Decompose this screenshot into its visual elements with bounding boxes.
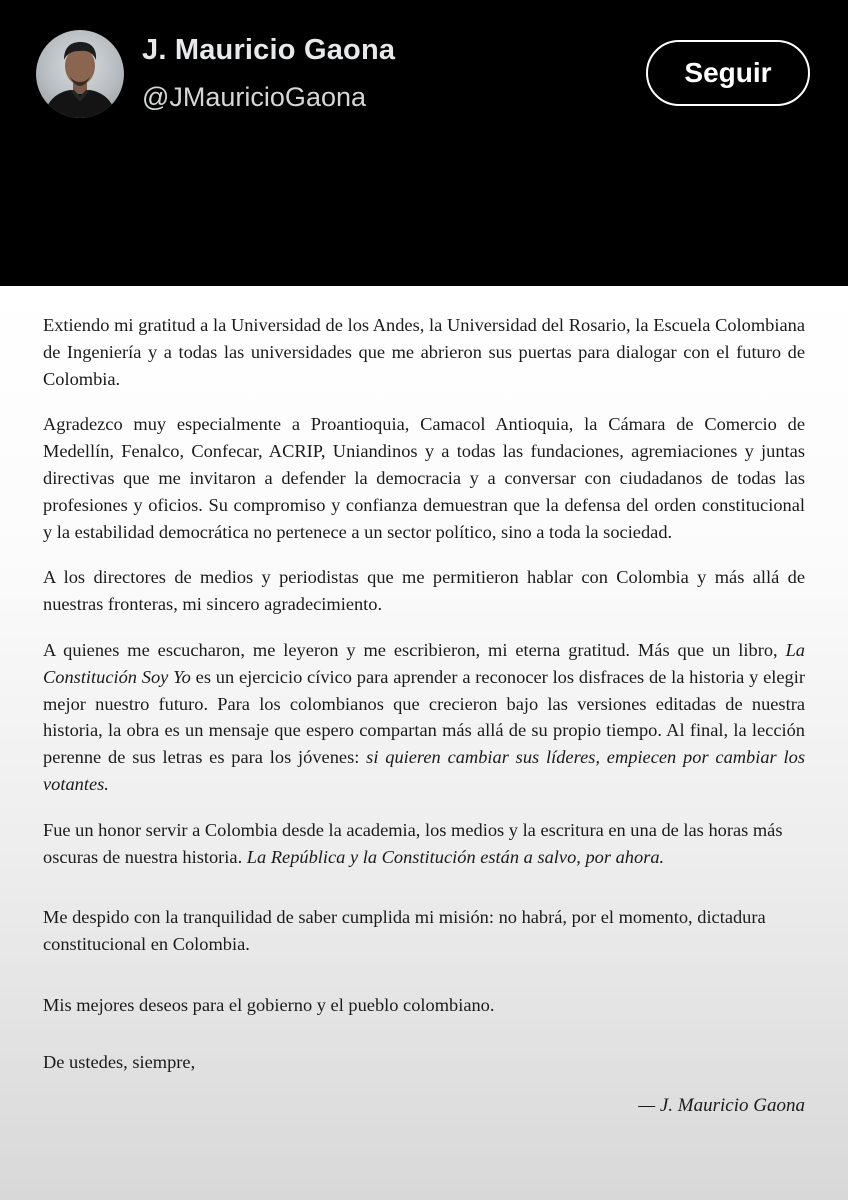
youth-quote: si quieren cambiar sus líderes, empiecen por cambiar los votantes.: [43, 747, 805, 794]
republic-quote: La República y la Constitución están a salvo, por ahora.: [246, 846, 665, 867]
letter-document: [0, 286, 848, 1200]
user-handle[interactable]: @JMauricioGaona: [142, 82, 367, 112]
paragraph-honor-text: Fue un honor servir a Colombia desde la academia, los medios y la escritura en una de las horas más oscuras de nuestra historia.: [43, 819, 783, 867]
paragraph-readers-text-a: A quienes me escucharon, me leyeron y me escribieron, mi eterna gratitud. Más que un libro,: [43, 639, 778, 660]
paragraph-readers: [43, 637, 805, 798]
display-name[interactable]: J. Mauricio Gaona: [142, 34, 396, 66]
paragraph-universities: Extiendo mi gratitud a la Universidad de los Andes, la Universidad del Rosario, la Escuela Colombiana de Ingeniería y a todas las universidades que me abrieron sus puertas para dialogar con el futuro de Colombia.: [43, 315, 805, 389]
avatar[interactable]: [36, 30, 124, 118]
paragraph-organizations: Agradezco muy especialmente a Proantioquia, Camacol Antioquia, la Cámara de Comercio de Medellín, Fenalco, Confecar, ACRIP, Uniandinos y a todas las fundaciones, agremiaciones y juntas directivas que me invitaron a defender la democracia y a conversar con ciudadanos de todas las profesiones y oficios. Su compromiso y confianza demuestran que la defensa del orden constitucional y la estabilidad democrática no pertenece a un sector político, sino a toda la sociedad.: [43, 414, 805, 542]
paragraph-farewell: Me despido con la tranquilidad de saber cumplida mi misión: no habrá, por el momento, dictadura constitucional en Colombia.: [43, 907, 766, 955]
profile-header: [0, 0, 848, 286]
signature: — J. Mauricio Gaona: [638, 1094, 805, 1116]
paragraph-readers-text-b: es un ejercicio cívico para aprender a reconocer los disfraces de la historia y elegir mejor nuestro futuro. Para los colombianos que crecieron bajo las versiones editadas de nuestra historia, la obra es un mensaje que espero compartan más allá de su propio tiempo. Al final, la lección perenne de sus letras es para los jóvenes:: [43, 666, 805, 768]
paragraph-honor: [43, 817, 805, 871]
book-title: La Constitución Soy Yo: [43, 639, 805, 687]
paragraph-wishes: Mis mejores deseos para el gobierno y el pueblo colombiano.: [43, 994, 495, 1015]
paragraph-media: A los directores de medios y periodistas que me permitieron hablar con Colombia y más allá de nuestras fronteras, mi sincero agradecimiento.: [43, 567, 805, 615]
follow-button[interactable]: Seguir: [646, 40, 810, 106]
profile-photo-icon: [36, 30, 124, 118]
closing-line: De ustedes, siempre,: [43, 1051, 196, 1072]
